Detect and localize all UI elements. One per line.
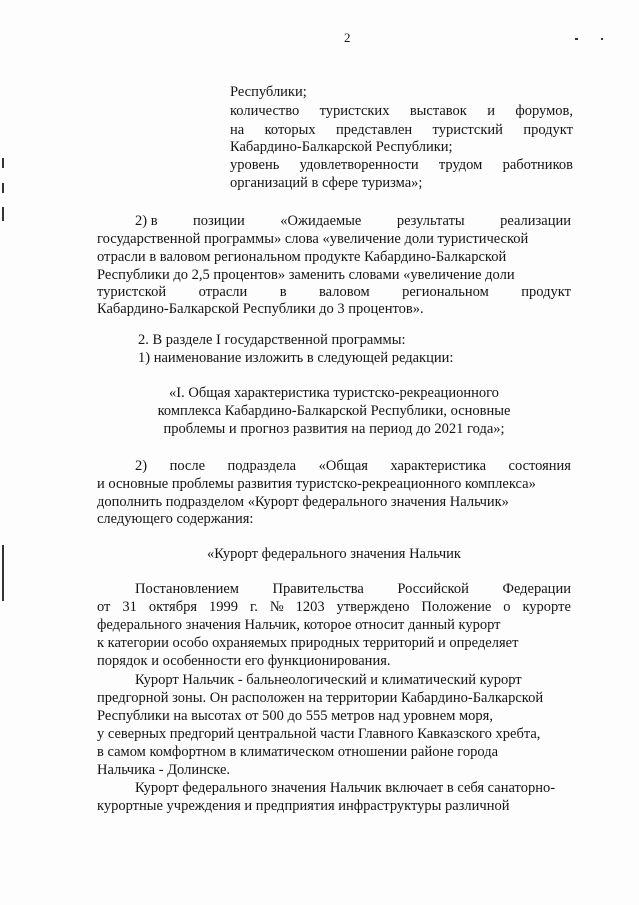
- top-block-line: Республики;: [230, 84, 307, 100]
- scan-mark: [575, 38, 578, 40]
- top-block-line: на которых представлен туристский продукт: [230, 122, 573, 138]
- top-block-line: уровень удовлетворенности трудом работников: [230, 157, 573, 173]
- item2b-line: следующего содержания:: [97, 511, 254, 527]
- para2-line: в самом комфортном в климатическом отношении районе города: [97, 744, 499, 760]
- item2-line: Республики до 2,5 процентов» заменить словами «увеличение доли: [97, 267, 515, 283]
- item2-line: туристской отрасли в валовом региональном продукт: [97, 284, 571, 300]
- scan-mark: [2, 207, 4, 221]
- quoted-title-line: комплекса Кабардино-Балкарской Республики, основные: [157, 403, 511, 419]
- section-subitem: 1) наименование изложить в следующей редакции:: [138, 350, 454, 366]
- para2-line: у северных предгорий центральной части Главного Кавказского хребта,: [97, 726, 541, 742]
- scan-mark: [601, 38, 603, 40]
- section-heading: 2. В разделе I государственной программы:: [138, 332, 406, 348]
- scan-mark: [2, 183, 4, 193]
- scan-mark: [2, 545, 4, 601]
- top-block-line: количество туристских выставок и форумов,: [230, 103, 573, 119]
- item2b-line: дополнить подразделом «Курорт федерального значения Нальчик»: [97, 494, 509, 510]
- para2-line: Нальчика - Долинске.: [97, 762, 231, 778]
- item2-line: государственной программы» слова «увеличение доли туристической: [97, 231, 529, 247]
- item2-line: отрасли в валовом региональном продукте Кабардино-Балкарской: [97, 249, 507, 265]
- para1-line: к категории особо охраняемых природных территорий и определяет: [97, 635, 519, 651]
- para1-line: федерального значения Нальчик, которое относит данный курорт: [97, 617, 501, 633]
- para2-line: предгорной зоны. Он расположен на территории Кабардино-Балкарской: [97, 690, 544, 706]
- item2b-line: 2) после подраздела «Общая характеристика состояния: [135, 458, 571, 474]
- para3-line: курортные учреждения и предприятия инфраструктуры различной: [97, 798, 510, 814]
- scan-mark: [2, 158, 4, 168]
- para1-line: порядок и особенности его функционирования.: [97, 653, 391, 669]
- para1-line: Постановлением Правительства Российской Федерации: [135, 581, 571, 597]
- item2-line: 2) в позиции «Ожидаемые результаты реализации: [135, 213, 571, 229]
- quoted-title-line: проблемы и прогноз развития на период до 2021 года»;: [163, 421, 505, 437]
- page-number: 2: [344, 30, 351, 45]
- para1-line: от 31 октября 1999 г. № 1203 утверждено Положение о курорте: [97, 599, 571, 615]
- item2b-line: и основные проблемы развития туристско-рекреационного комплекса»: [97, 476, 536, 492]
- top-block-line: организаций в сфере туризма»;: [230, 175, 423, 191]
- top-block-line: Кабардино-Балкарской Республики;: [230, 139, 453, 155]
- item2-line: Кабардино-Балкарской Республики до 3 процентов».: [97, 301, 424, 317]
- para2-line: Курорт Нальчик - бальнеологический и климатический курорт: [135, 672, 522, 688]
- subsection-title: «Курорт федерального значения Нальчик: [207, 546, 461, 562]
- para2-line: Республики на высотах от 500 до 555 метров над уровнем моря,: [97, 708, 493, 724]
- para3-line: Курорт федерального значения Нальчик включает в себя санаторно-: [135, 780, 556, 796]
- quoted-title-line: «I. Общая характеристика туристско-рекреационного: [169, 385, 499, 401]
